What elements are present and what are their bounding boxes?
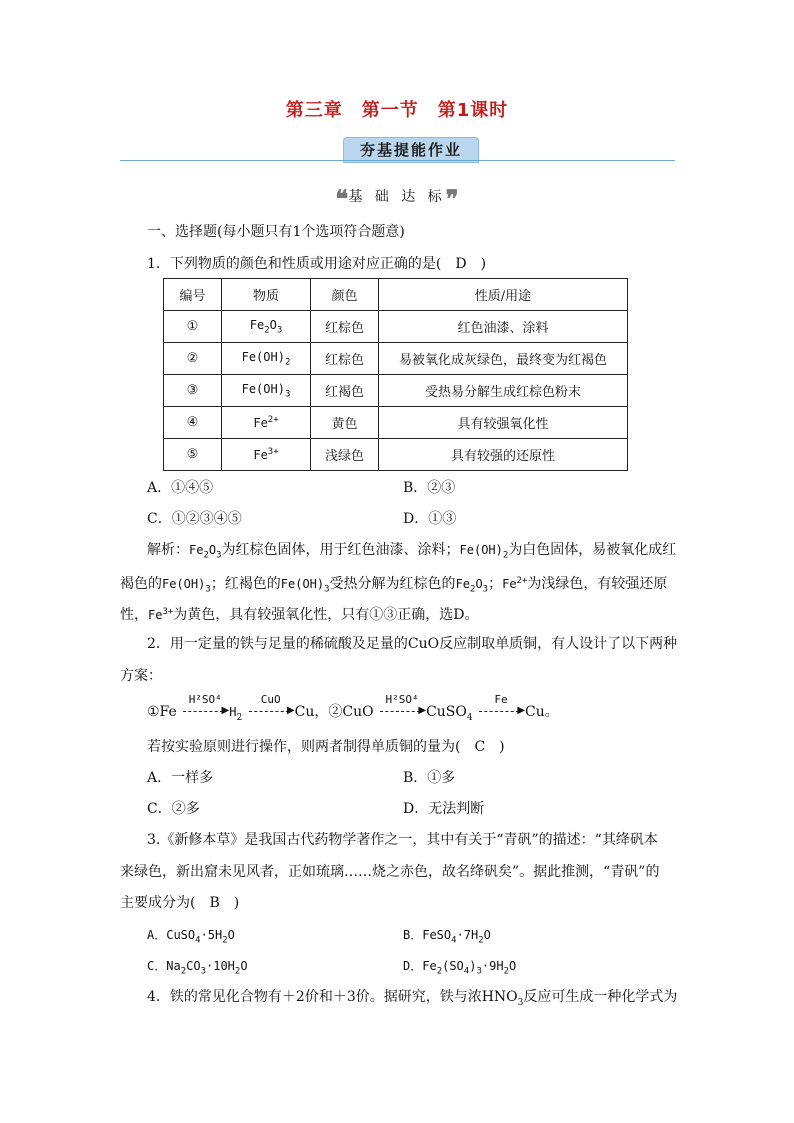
q3-option-a: A．$CuSO_4\cdot 5H_2O$ xyxy=(147,928,235,946)
substance-formula: $Fe^{2+}$ xyxy=(222,407,311,439)
row-colour: 红棕色 xyxy=(311,311,379,343)
q3-line1: 3.《新修本草》是我国古代药物学著作之一，其中有关于“青矾”的描述：“其绛矾本 xyxy=(147,832,658,848)
table-header-row xyxy=(164,279,628,311)
row-use: 受热易分解生成红棕色粉末 xyxy=(379,375,628,407)
row-use: 具有较强的还原性 xyxy=(379,439,628,471)
table-header: 性质/用途 xyxy=(379,279,628,311)
reaction-arrow: H²SO⁴ ▶ xyxy=(181,704,229,718)
table-row xyxy=(164,407,628,439)
row-number: ② xyxy=(164,343,222,375)
q3-option-d: D．$Fe_2(SO_4)_3\cdot 9H_2O$ xyxy=(403,959,517,977)
section-heading xyxy=(0,184,794,213)
row-colour: 红褐色 xyxy=(311,375,379,407)
row-use: 具有较强氧化性 xyxy=(379,407,628,439)
q2-stem-line1: 2．用一定量的铁与足量的稀硫酸及足量的CuO反应制取单质铜，有人设计了以下两种 xyxy=(147,636,678,652)
q2-scheme: ①Fe H²SO⁴ ▶ $H_2$ CuO ▶ Cu，②CuO H²SO⁴ ▶ CuSO$_4$ Fe ▶ Cu。 xyxy=(147,693,559,723)
homework-badge: 夯基提能作业 xyxy=(343,137,479,163)
substance-formula: $Fe(OH)_3$ xyxy=(222,375,311,407)
q4-line1: 4．铁的常见化合物有＋2价和＋3价。据研究，铁与浓$HNO_3$反应可生成一种化学式为 xyxy=(147,989,678,1008)
q1-analysis-line1: 解析：$Fe_2O_3$为红棕色固体，用于红色油漆、涂料；$Fe(OH)_2$为白色固体，易被氧化成红 xyxy=(147,542,677,561)
q1-option-b: B．②③ xyxy=(403,480,456,496)
reaction-arrow: Fe ▶ xyxy=(477,704,525,718)
substance-formula: $Fe(OH)_2$ xyxy=(222,343,311,375)
q2-stem-line2: 方案： xyxy=(120,668,162,684)
q2-option-c: C．②多 xyxy=(147,801,200,817)
q3-option-b: B．$FeSO_4\cdot 7H_2O$ xyxy=(403,928,491,946)
row-number: ③ xyxy=(164,375,222,407)
q2-option-d: D．无法判断 xyxy=(403,801,485,817)
q3-line2: 来绿色，新出窟未见风者，正如琉璃……烧之赤色，故名绛矾矣”。据此推测，“青矾”的 xyxy=(120,864,660,880)
section-label: 基 础 达 标 xyxy=(348,189,446,205)
row-colour: 浅绿色 xyxy=(311,439,379,471)
q1-option-c: C．①②③④⑤ xyxy=(147,511,242,527)
q1-option-d: D．①③ xyxy=(403,511,457,527)
q1-analysis-line3: 性，$Fe^{3+}$为黄色，具有较强氧化性，只有①③正确，选D。 xyxy=(120,607,479,623)
row-colour: 黄色 xyxy=(311,407,379,439)
q3-option-c: C．$Na_2CO_3\cdot 10H_2O$ xyxy=(147,959,248,977)
q1-table xyxy=(163,278,628,471)
row-use: 易被氧化成灰绿色，最终变为红褐色 xyxy=(379,343,628,375)
q1-option-a: A．①④⑤ xyxy=(147,480,214,496)
close-quote-icon: ❞ xyxy=(445,184,459,213)
row-colour: 红棕色 xyxy=(311,343,379,375)
table-row xyxy=(164,343,628,375)
open-quote-icon: ❝ xyxy=(335,184,349,213)
q1-analysis-line2: 褐色的$Fe(OH)_3$；红褐色的$Fe(OH)_3$受热分解为红棕色的$Fe_2O_3$；$Fe^{2+}$为浅绿色，有较强还原 xyxy=(120,576,668,595)
table-header: 编号 xyxy=(164,279,222,311)
row-number: ① xyxy=(164,311,222,343)
row-number: ④ xyxy=(164,407,222,439)
substance-formula: $Fe^{3+}$ xyxy=(222,439,311,471)
table-header: 颜色 xyxy=(311,279,379,311)
header-divider xyxy=(120,160,675,161)
page-title: 第三章 第一节 第1课时 xyxy=(285,100,509,121)
table-row xyxy=(164,375,628,407)
q2-option-a: A．一样多 xyxy=(147,770,214,786)
q3-line3: 主要成分为( B ) xyxy=(120,895,240,911)
reaction-arrow: CuO ▶ xyxy=(247,704,295,718)
table-header: 物质 xyxy=(222,279,311,311)
table-row xyxy=(164,311,628,343)
table-row xyxy=(164,439,628,471)
reaction-arrow: H²SO⁴ ▶ xyxy=(378,704,426,718)
row-use: 红色油漆、涂料 xyxy=(379,311,628,343)
substance-formula: $Fe_2O_3$ xyxy=(222,311,311,343)
row-number: ⑤ xyxy=(164,439,222,471)
q2-option-b: B．①多 xyxy=(403,770,456,786)
part1-heading: 一、选择题(每小题只有1个选项符合题意) xyxy=(147,224,405,240)
q2-stem-line3: 若按实验原则进行操作，则两者制得单质铜的量为( C ) xyxy=(147,739,505,755)
q1-stem: 1．下列物质的颜色和性质或用途对应正确的是( D ) xyxy=(147,256,487,272)
